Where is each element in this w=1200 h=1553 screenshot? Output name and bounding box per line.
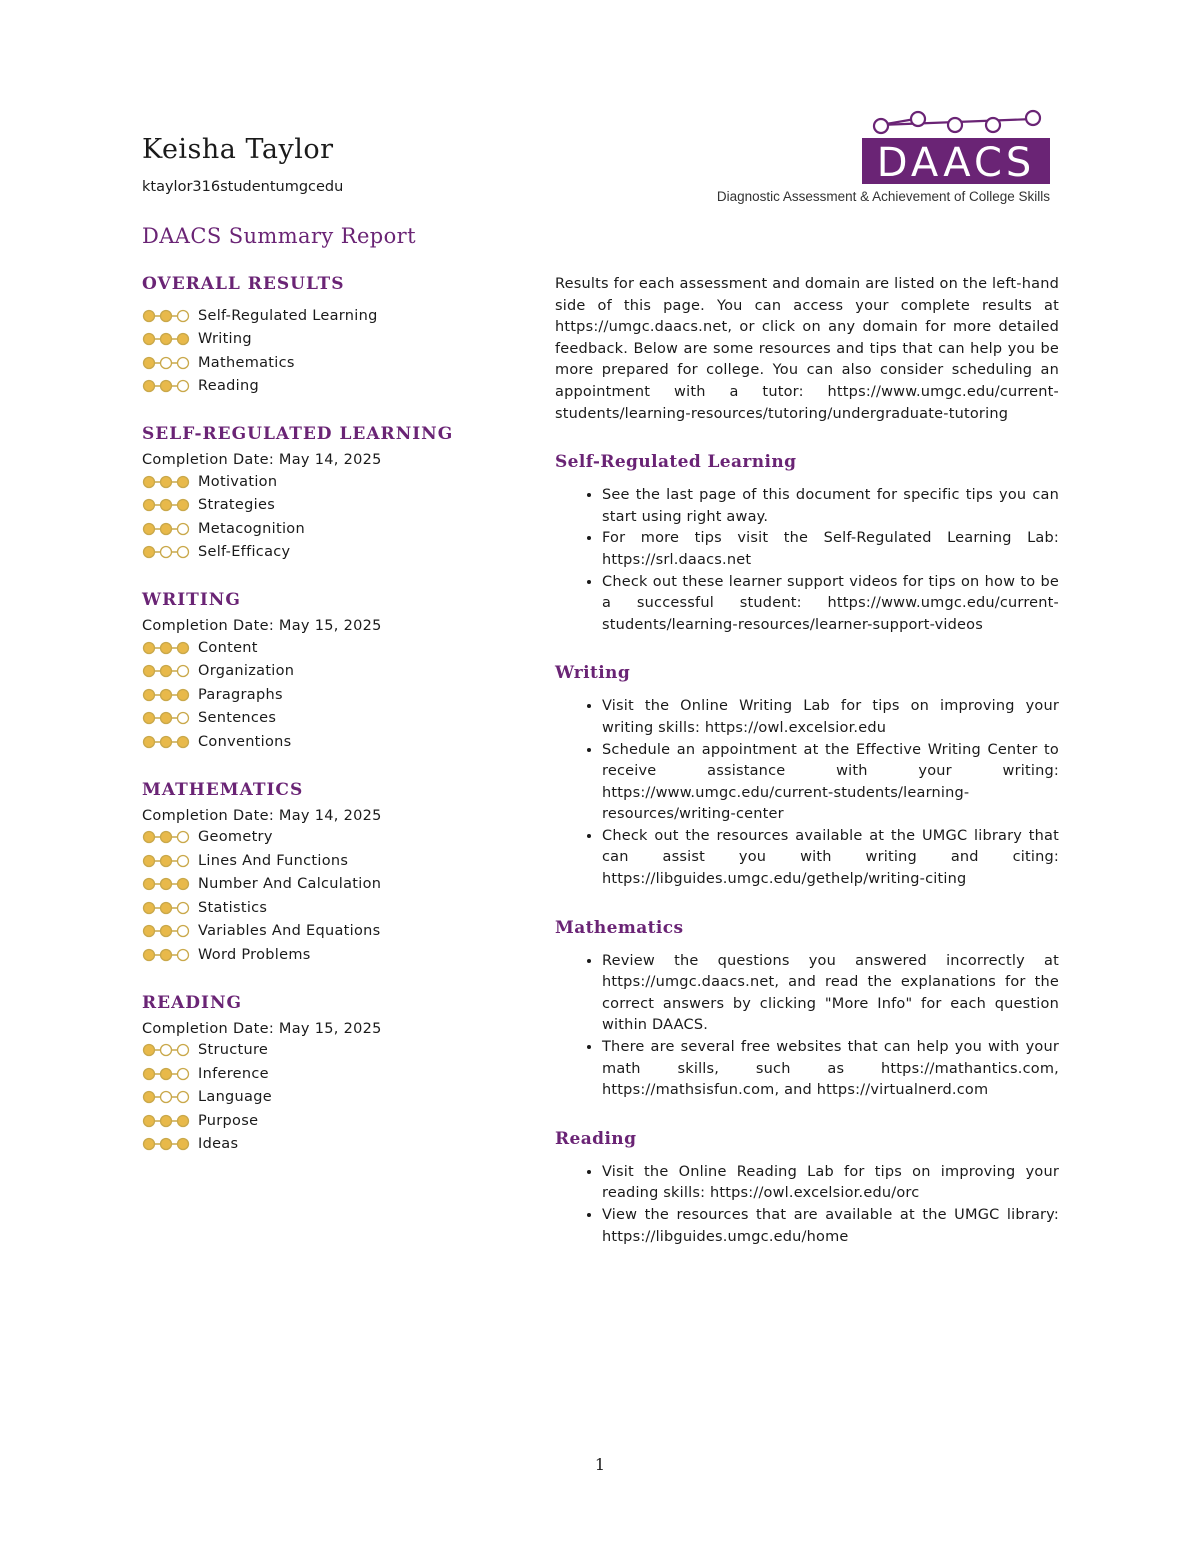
math-tips-list — [555, 951, 1059, 1102]
result-label[interactable]: Metacognition — [198, 520, 305, 537]
score-dot-filled — [144, 642, 155, 653]
score-dot-filled — [144, 736, 155, 747]
result-label[interactable]: Statistics — [198, 899, 268, 916]
tip-item: • Review the questions you answered incorrectly at https://umgc.daacs.net, and read the explanations for the correct answers by clicking "More Info" for each question within DAACS. — [602, 951, 1059, 1037]
score-dot-filled — [144, 476, 155, 487]
score-dot-filled — [161, 832, 172, 843]
score-dot-empty — [178, 547, 189, 558]
score-dots-icon — [142, 877, 190, 891]
score-dot-empty — [161, 1092, 172, 1103]
score-dot-filled — [144, 1115, 155, 1126]
tip-item: • Visit the Online Reading Lab for tips on improving your reading skills: https://owl.excelsior.edu/orc — [602, 1162, 1059, 1205]
score-dots-icon — [142, 688, 190, 702]
score-dot-empty — [161, 357, 172, 368]
score-dots-icon — [142, 924, 190, 938]
score-dot-filled — [178, 689, 189, 700]
score-dot-filled — [161, 666, 172, 677]
logo-tagline: Diagnostic Assessment & Achievement of College Skills — [716, 189, 1050, 204]
score-dot-empty — [178, 523, 189, 534]
score-dots-icon — [142, 664, 190, 678]
srl-completion-date: Completion Date: May 14, 2025 — [142, 452, 382, 468]
result-row[interactable] — [142, 328, 522, 352]
reading-tips-heading: Reading — [555, 1128, 637, 1149]
resources-column — [555, 274, 1059, 1248]
score-dot-filled — [178, 476, 189, 487]
tip-item: • Schedule an appointment at the Effective Writing Center to receive assistance with your writing: https://www.umgc.edu/current-students/learning-resources/writing-center — [602, 740, 1059, 826]
tip-item: • See the last page of this document for specific tips you can start using right away. — [602, 485, 1059, 528]
daacs-logo — [715, 106, 1065, 210]
result-row[interactable] — [142, 470, 522, 494]
score-dot-filled — [161, 1068, 172, 1079]
tip-item: • Check out the resources available at the UMGC library that can assist you with writing and citing: https://libguides.umgc.edu/gethelp/writing-citing — [602, 826, 1059, 891]
srl-list — [142, 470, 522, 564]
score-dots-icon — [142, 735, 190, 749]
score-dot-empty — [178, 949, 189, 960]
result-row[interactable] — [142, 494, 522, 518]
score-dot-filled — [161, 523, 172, 534]
score-dot-filled — [178, 500, 189, 511]
result-label[interactable]: Word Problems — [198, 946, 311, 963]
result-label[interactable]: Strategies — [198, 497, 276, 514]
result-label[interactable]: Language — [198, 1089, 272, 1106]
score-dot-empty — [178, 855, 189, 866]
score-dot-filled — [144, 381, 155, 392]
result-label[interactable]: Sentences — [198, 710, 277, 727]
score-dot-filled — [161, 1139, 172, 1150]
result-label[interactable]: Purpose — [198, 1112, 259, 1129]
result-label[interactable]: Structure — [198, 1042, 269, 1059]
score-dot-filled — [161, 926, 172, 937]
writing-heading: WRITING — [142, 590, 241, 610]
score-dots-icon — [142, 545, 190, 559]
overall-results-heading: OVERALL RESULTS — [142, 274, 345, 294]
result-label[interactable]: Self-Regulated Learning — [198, 307, 378, 324]
tip-item: • There are several free websites that can help you with your math skills, such as https://mathantics.com, https://mathsisfun.com, and https://virtualnerd.com — [602, 1037, 1059, 1102]
score-dot-filled — [144, 949, 155, 960]
result-row[interactable] — [142, 1039, 522, 1063]
result-row[interactable] — [142, 636, 522, 660]
logo-chain-icon — [874, 111, 1040, 133]
score-dot-filled — [144, 523, 155, 534]
result-row[interactable] — [142, 730, 522, 754]
mathematics-completion-date: Completion Date: May 14, 2025 — [142, 807, 382, 824]
student-email: ktaylor316studentumgcedu — [142, 179, 344, 195]
score-dot-filled — [144, 334, 155, 345]
mathematics-list — [142, 826, 522, 967]
result-row[interactable] — [142, 1086, 522, 1110]
overall-results-list — [142, 304, 522, 398]
score-dots-icon — [142, 1090, 190, 1104]
score-dots-icon — [142, 1067, 190, 1081]
score-dot-filled — [178, 879, 189, 890]
srl-tips-list — [555, 485, 1059, 636]
score-dot-filled — [161, 642, 172, 653]
score-dots-icon — [142, 309, 190, 323]
score-dot-filled — [161, 381, 172, 392]
reading-completion-date: Completion Date: May 15, 2025 — [142, 1020, 382, 1037]
result-label[interactable]: Conventions — [198, 733, 292, 750]
student-name: Keisha Taylor — [142, 134, 334, 165]
score-dot-filled — [178, 642, 189, 653]
result-row[interactable] — [142, 849, 522, 873]
score-dot-filled — [178, 334, 189, 345]
score-dot-filled — [144, 689, 155, 700]
score-dots-icon — [142, 379, 190, 393]
result-label[interactable]: Motivation — [198, 473, 278, 490]
score-dots-icon — [142, 498, 190, 512]
score-dot-filled — [161, 1115, 172, 1126]
score-dot-empty — [161, 547, 172, 558]
result-label[interactable]: Writing — [198, 331, 252, 348]
score-dot-filled — [144, 500, 155, 511]
reading-list — [142, 1039, 522, 1157]
score-dot-filled — [178, 1139, 189, 1150]
tip-item: • For more tips visit the Self-Regulated Learning Lab: https://srl.daacs.net — [602, 528, 1059, 571]
result-row[interactable] — [142, 943, 522, 967]
score-dots-icon — [142, 641, 190, 655]
score-dot-filled — [144, 855, 155, 866]
score-dot-empty — [178, 1092, 189, 1103]
tip-item: • Check out these learner support videos for tips on how to be a successful student: https://www.umgc.edu/current-students/learning-resources/learner-support-videos — [602, 572, 1059, 637]
score-dot-filled — [161, 476, 172, 487]
result-row[interactable] — [142, 304, 522, 328]
score-dot-filled — [161, 310, 172, 321]
result-label[interactable]: Lines And Functions — [198, 852, 349, 869]
score-dot-empty — [178, 1045, 189, 1056]
tip-item: • View the resources that are available at the UMGC library: https://libguides.umgc.edu/home — [602, 1205, 1059, 1248]
score-dots-icon — [142, 854, 190, 868]
result-label[interactable]: Content — [198, 639, 258, 656]
score-dot-filled — [161, 879, 172, 890]
srl-tips-heading: Self-Regulated Learning — [555, 452, 797, 473]
mathematics-heading: MATHEMATICS — [142, 779, 304, 800]
writing-tips-list — [555, 696, 1059, 890]
score-dot-filled — [144, 713, 155, 724]
result-row[interactable] — [142, 660, 522, 684]
result-row[interactable] — [142, 826, 522, 850]
writing-tips-heading: Writing — [555, 663, 631, 684]
score-dots-icon — [142, 475, 190, 489]
score-dot-filled — [161, 902, 172, 913]
intro-paragraph: Results for each assessment and domain are listed on the left-hand side of this page. You can access your complete results at https://umgc.daacs.net, or click on any domain for more detailed feedback. Below are some resources and tips that can help you be more prepared for college. You can also consider scheduling an appointment with a tutor: https://www.umgc.edu/current-students/learning-resources/tutoring/undergraduate-tutoring — [555, 276, 1059, 422]
score-dots-icon — [142, 830, 190, 844]
report-title: DAACS Summary Report — [142, 224, 416, 248]
score-dots-icon — [142, 522, 190, 536]
srl-heading: SELF-REGULATED LEARNING — [142, 424, 454, 444]
score-dot-filled — [144, 926, 155, 937]
result-row[interactable] — [142, 1133, 522, 1157]
score-dot-filled — [178, 1115, 189, 1126]
result-row[interactable] — [142, 1062, 522, 1086]
result-label[interactable]: Mathematics — [198, 354, 295, 371]
score-dot-filled — [144, 879, 155, 890]
score-dot-filled — [144, 832, 155, 843]
math-tips-heading: Mathematics — [555, 917, 684, 938]
score-dots-icon — [142, 1114, 190, 1128]
score-dot-filled — [161, 949, 172, 960]
score-dot-filled — [161, 334, 172, 345]
writing-list — [142, 636, 522, 754]
result-label[interactable]: Inference — [198, 1065, 269, 1082]
result-label[interactable]: Reading — [198, 378, 259, 395]
result-label[interactable]: Number And Calculation — [198, 876, 382, 893]
result-row[interactable] — [142, 1109, 522, 1133]
score-dots-icon — [142, 711, 190, 725]
result-row[interactable] — [142, 873, 522, 897]
score-dot-empty — [178, 926, 189, 937]
score-dot-filled — [144, 666, 155, 677]
score-dot-filled — [144, 357, 155, 368]
result-label[interactable]: Geometry — [198, 829, 273, 846]
score-dot-filled — [161, 713, 172, 724]
score-dot-filled — [144, 1045, 155, 1056]
score-dot-empty — [178, 357, 189, 368]
reading-heading: READING — [142, 992, 243, 1013]
score-dot-filled — [178, 736, 189, 747]
score-dot-filled — [144, 547, 155, 558]
results-column — [142, 272, 522, 1156]
result-label[interactable]: Ideas — [198, 1136, 239, 1153]
score-dot-empty — [161, 1045, 172, 1056]
result-label[interactable]: Self-Efficacy — [198, 544, 291, 561]
score-dot-empty — [178, 713, 189, 724]
score-dot-filled — [161, 689, 172, 700]
result-row[interactable] — [142, 707, 522, 731]
writing-completion-date: Completion Date: May 15, 2025 — [142, 618, 382, 634]
result-row[interactable] — [142, 351, 522, 375]
result-label[interactable]: Variables And Equations — [198, 923, 381, 940]
score-dot-filled — [161, 500, 172, 511]
score-dots-icon — [142, 1043, 190, 1057]
score-dot-empty — [178, 1068, 189, 1079]
score-dot-empty — [178, 310, 189, 321]
score-dot-filled — [144, 1068, 155, 1079]
score-dot-filled — [144, 310, 155, 321]
result-label[interactable]: Organization — [198, 663, 295, 680]
score-dot-empty — [178, 902, 189, 913]
tip-item: • Visit the Online Writing Lab for tips on improving your writing skills: https://owl.excelsior.edu — [602, 696, 1059, 739]
result-row[interactable] — [142, 541, 522, 565]
result-row[interactable] — [142, 920, 522, 944]
score-dot-empty — [178, 832, 189, 843]
score-dot-filled — [144, 902, 155, 913]
result-row[interactable] — [142, 896, 522, 920]
score-dot-filled — [144, 1092, 155, 1103]
result-row[interactable] — [142, 375, 522, 399]
result-row[interactable] — [142, 517, 522, 541]
score-dots-icon — [142, 1137, 190, 1151]
score-dot-filled — [144, 1139, 155, 1150]
page-number: 1 — [594, 1455, 606, 1474]
score-dots-icon — [142, 948, 190, 962]
reading-tips-list — [555, 1162, 1059, 1248]
result-row[interactable] — [142, 683, 522, 707]
result-label[interactable]: Paragraphs — [198, 686, 283, 703]
score-dot-empty — [178, 381, 189, 392]
score-dot-empty — [178, 666, 189, 677]
score-dot-filled — [161, 855, 172, 866]
score-dots-icon — [142, 332, 190, 346]
logo-wordmark: DAACS — [876, 140, 1036, 186]
score-dot-filled — [161, 736, 172, 747]
score-dots-icon — [142, 356, 190, 370]
score-dots-icon — [142, 901, 190, 915]
